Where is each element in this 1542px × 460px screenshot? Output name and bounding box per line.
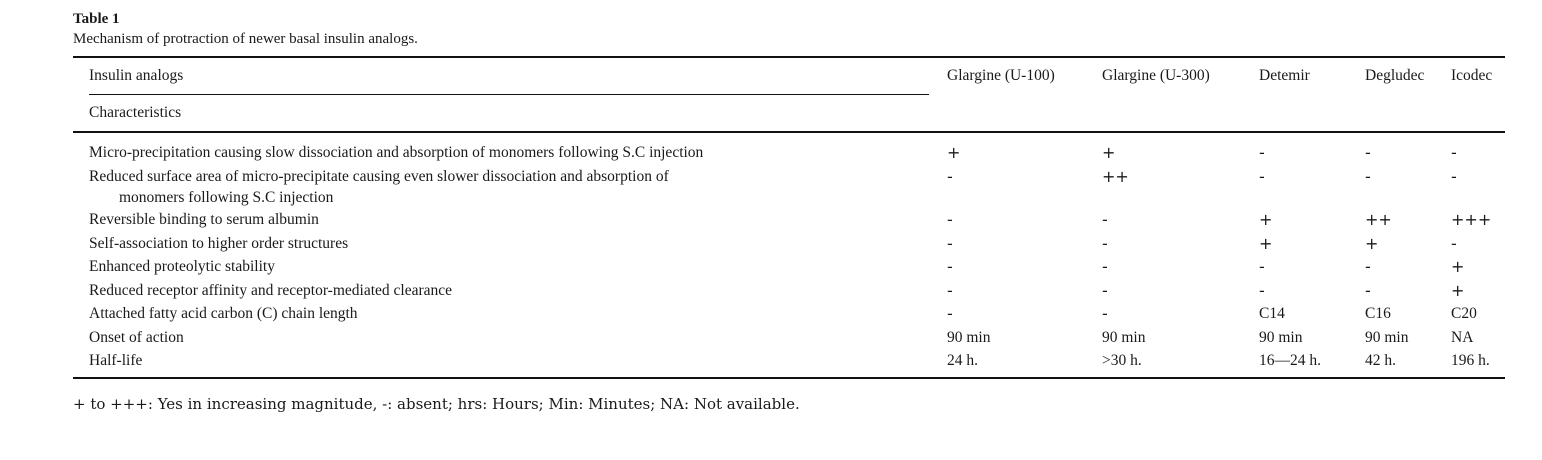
cell: - — [947, 304, 953, 323]
cell: - — [1102, 257, 1108, 276]
cell: 90 min — [1259, 328, 1303, 346]
table-row — [73, 165, 1521, 209]
cell: +++ — [1451, 210, 1492, 229]
table-row — [73, 208, 1521, 232]
cell: - — [1259, 257, 1265, 276]
cell: - — [1365, 166, 1371, 186]
cell: ++ — [1102, 166, 1129, 186]
cell: 24 h. — [947, 352, 978, 369]
cell: - — [947, 210, 953, 229]
cell: - — [947, 257, 953, 276]
table-row — [73, 232, 1521, 256]
cell: + — [1259, 210, 1273, 229]
cell: - — [947, 233, 953, 253]
cell: - — [1365, 257, 1371, 276]
row-label: Enhanced proteolytic stability — [89, 258, 275, 275]
cell: + — [1365, 233, 1379, 253]
insulin-table-body — [73, 141, 1521, 373]
table-row — [73, 326, 1521, 350]
cell: 196 h. — [1451, 352, 1490, 369]
cell: - — [1259, 166, 1265, 186]
insulin-table-subheader — [73, 95, 1521, 131]
header-characteristics: Characteristics — [89, 104, 182, 121]
cell: - — [1451, 233, 1457, 253]
table-row — [73, 279, 1521, 303]
bottom-rule — [73, 377, 1505, 379]
header-insulin-analogs: Insulin analogs — [89, 67, 184, 84]
cell: NA — [1451, 328, 1474, 346]
row-label: Onset of action — [89, 328, 184, 346]
header-row — [73, 58, 1521, 94]
subheader-row — [73, 95, 1521, 131]
cell: - — [1259, 143, 1265, 162]
cell: + — [1451, 280, 1465, 300]
row-label-line1: Reduced surface area of micro-precipitate causing even slower dissociation and absorption of — [89, 167, 669, 185]
row-label — [73, 165, 947, 209]
row-label: Self-association to higher order structures — [89, 234, 349, 252]
cell: - — [1365, 143, 1371, 162]
cell: 90 min — [947, 328, 991, 346]
col-header-icodec: Icodec — [1451, 67, 1493, 84]
col-header-glargine-u100: Glargine (U-100) — [947, 67, 1055, 84]
table-caption: Mechanism of protraction of newer basal insulin analogs. — [73, 31, 418, 47]
row-label: Half-life — [89, 352, 143, 369]
cell: - — [1102, 210, 1108, 229]
row-label: Reduced receptor affinity and receptor-mediated clearance — [89, 281, 453, 299]
table-label: Table 1 — [73, 11, 120, 27]
cell: - — [1365, 280, 1371, 300]
table-footnote: + to +++: Yes in increasing magnitude, -: absent; hrs: Hours; Min: Minutes; NA: Not available. — [73, 395, 800, 413]
row-label: Attached fatty acid carbon (C) chain length — [89, 305, 358, 322]
cell: 90 min — [1365, 328, 1409, 346]
table-row — [73, 302, 1521, 326]
cell: >30 h. — [1102, 352, 1142, 369]
cell: - — [1451, 166, 1457, 186]
row-label: Micro-precipitation causing slow dissociation and absorption of monomers following S.C injection — [89, 144, 704, 161]
cell: + — [947, 143, 961, 162]
cell: ++ — [1365, 210, 1392, 229]
cell: - — [1259, 280, 1265, 300]
cell: C20 — [1451, 305, 1477, 322]
cell: + — [1102, 143, 1116, 162]
col-header-detemir: Detemir — [1259, 67, 1310, 84]
cell: C14 — [1259, 305, 1285, 322]
col-header-degludec: Degludec — [1365, 67, 1425, 84]
cell: 16—24 h. — [1259, 352, 1321, 369]
insulin-table — [73, 58, 1521, 94]
cell: + — [1451, 257, 1465, 276]
col-header-glargine-u300: Glargine (U-300) — [1102, 67, 1210, 84]
cell: - — [1102, 233, 1108, 253]
table-row — [73, 349, 1521, 373]
cell: - — [947, 166, 953, 186]
cell: 42 h. — [1365, 352, 1396, 369]
table-row — [73, 141, 1521, 165]
cell: C16 — [1365, 305, 1391, 322]
cell: + — [1259, 233, 1273, 253]
cell: - — [1102, 280, 1108, 300]
cell: 90 min — [1102, 328, 1146, 346]
cell: - — [1451, 143, 1457, 162]
cell: - — [947, 280, 953, 300]
table-row — [73, 255, 1521, 279]
table-container — [73, 8, 1505, 379]
row-label: Reversible binding to serum albumin — [89, 211, 319, 228]
cell: - — [1102, 304, 1108, 323]
row-label-line2: monomers following S.C injection — [119, 189, 334, 206]
